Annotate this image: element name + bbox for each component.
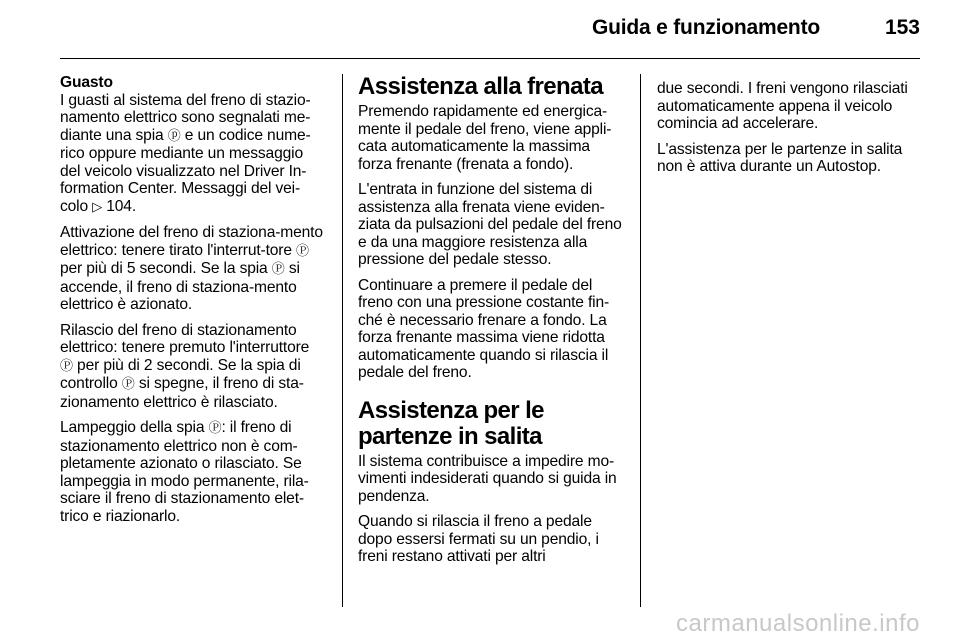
column-left <box>60 74 325 533</box>
watermark: carmanualsonline.info <box>676 610 920 637</box>
page-title: Guida e funzionamento <box>592 16 820 39</box>
text-fault-a: I guasti al sistema del freno di stazio-namento elettrico sono segnalati me-diante una spia <box>60 91 311 144</box>
paragraph-brake-assist-3: Continuare a premere il pedale del freno con una pressione costante fin-ché è necessario frenare a fondo. La forza frenante massima viene ridotta automaticamente quando si rilascia il pedale del freno. <box>358 276 610 381</box>
header-divider <box>60 58 920 59</box>
page-reference-icon: ▷ <box>92 199 103 215</box>
parking-brake-icon: Ⓟ <box>121 377 135 392</box>
paragraph-brake-assist-2: L'entrata in funzione del sistema di assistenza alla frenata viene eviden-ziata da pulsazioni del pedale del freno e da una maggiore resistenza alla pressione del pedale stesso. <box>358 181 622 268</box>
text-release-a: Rilascio del freno di stazionamento elettrico: tenere premuto l'interruttore <box>60 321 310 356</box>
heading-brake-assist: Assistenza alla frenata <box>358 73 603 100</box>
parking-brake-icon: Ⓟ <box>208 421 222 436</box>
parking-brake-icon: Ⓟ <box>271 262 285 277</box>
text-flash-a: Lampeggio della spia <box>60 419 205 436</box>
paragraph-flashing <box>60 419 325 525</box>
paragraph-release <box>60 322 325 412</box>
text-release-c: si spegne, il freno di sta-zionamento elettrico è rilasciato. <box>60 375 304 411</box>
text-fault-b: e un codice nume-rico oppure mediante un messaggio del veicolo visualizzato nel Driver In-formation Center. Messaggi del vei-colo <box>60 126 311 215</box>
text-activation-c: si accende, il freno di staziona-mento elettrico è azionato. <box>60 260 300 313</box>
paragraph-hill-start-4: L'assistenza per le partenze in salita non è attiva durante un Autostop. <box>657 140 903 175</box>
paragraph-hill-start-1: Il sistema contribuisce a impedire mo-vimenti indesiderati quando si guida in pendenza. <box>358 452 617 505</box>
page-header <box>0 0 960 60</box>
section-heading-fault: Guasto <box>60 74 113 91</box>
page-number: 153 <box>884 16 920 39</box>
paragraph-activation <box>60 224 325 314</box>
column-divider-left <box>342 74 343 607</box>
column-divider-right <box>640 74 641 607</box>
text-flash-b: : il freno di stazionamento elettrico non è com-pletamente azionato o rilasciato. Se lampeggia in modo permanente, rila-sciare il freno di stazionamento elet-trico e riazionarlo. <box>60 419 309 525</box>
paragraph-hill-start-3: due secondi. I freni vengono rilasciati automaticamente appena il veicolo comincia ad accelerare. <box>657 80 908 132</box>
paragraph-brake-assist-1: Premendo rapidamente ed energica-mente il pedale del freno, viene appli-cata automaticamente la massima forza frenante (frenata a fondo). <box>358 103 612 173</box>
text-activation-b: per più di 5 secondi. Se la spia <box>60 260 268 277</box>
heading-hill-start-assist: Assistenza per le partenze in salita <box>358 396 544 450</box>
text-release-b: per più di 2 secondi. Se la spia di controllo <box>60 356 301 392</box>
paragraph-hill-start-2: Quando si rilascia il freno a pedale dopo essersi fermati su un pendio, i freni restano attivati per altri <box>358 513 599 565</box>
parking-brake-icon: Ⓟ <box>296 243 309 259</box>
parking-brake-icon: Ⓟ <box>60 358 73 374</box>
column-right <box>657 80 923 184</box>
page-reference[interactable]: 104. <box>106 197 136 215</box>
text-activation-a: Attivazione del freno di staziona-mento elettrico: tenere tirato l'interrut-tore <box>60 224 323 259</box>
brake-fault-icon: ⓟ <box>167 128 181 144</box>
paragraph-fault <box>60 92 325 217</box>
column-middle <box>358 74 624 574</box>
